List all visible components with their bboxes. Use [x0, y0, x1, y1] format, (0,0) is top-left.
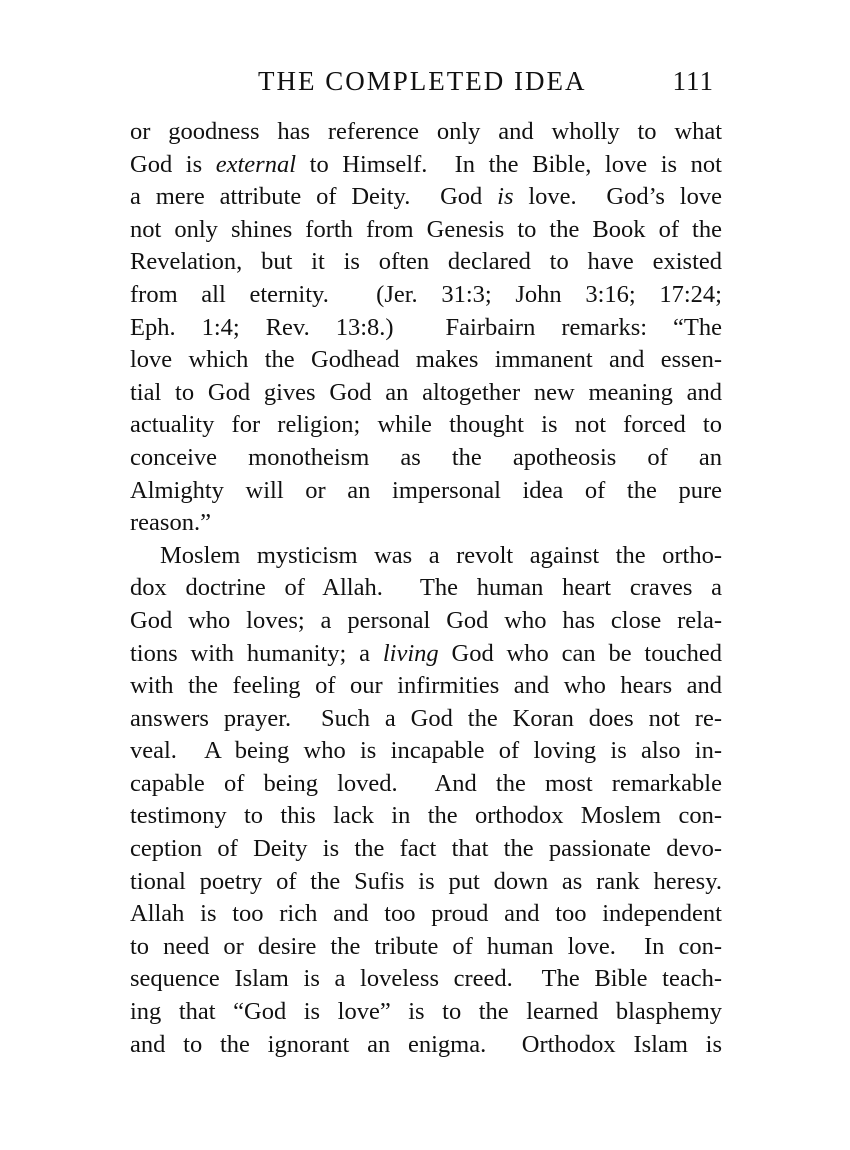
page-number: 111 [672, 66, 714, 96]
text-line [130, 898, 722, 931]
text-line [130, 996, 722, 1029]
text-line [130, 735, 722, 768]
text-run: reason.” [130, 509, 211, 537]
text-line [130, 1029, 722, 1062]
text-run: capable of being loved. And the most remarkable [130, 769, 722, 797]
text-line [130, 963, 722, 996]
text-run: answers prayer. Such a God the Koran does not re- [130, 704, 722, 732]
text-line [130, 768, 722, 801]
text-line [130, 181, 722, 214]
text-run: Allah is too rich and too proud and too independent [130, 900, 722, 928]
running-head [130, 62, 722, 102]
paragraph-start-line [130, 540, 722, 573]
text-run: a mere attribute of Deity. God [130, 183, 498, 211]
text-line [130, 833, 722, 866]
body-text [130, 116, 722, 1061]
text-run: Eph. 1:4; Rev. 13:8.) Fairbairn remarks: “The [130, 313, 722, 341]
text-line [130, 507, 722, 540]
emphasis: external [215, 150, 297, 178]
text-line [130, 246, 722, 279]
text-run: from all eternity. (Jer. 31:3; John 3:16; 17:24; [130, 280, 722, 308]
text-run: to Himself. In the Bible, love is not [296, 150, 722, 178]
text-line [130, 149, 722, 182]
text-run: with the feeling of our infirmities and who hears and [130, 672, 722, 700]
text-line [130, 475, 722, 508]
text-line [130, 116, 722, 149]
text-run: ing that “God is love” is to the learned blasphemy [130, 998, 722, 1026]
text-run: actuality for religion; while thought is not forced to [130, 411, 722, 439]
text-line [130, 703, 722, 736]
text-run: tional poetry of the Sufis is put down as rank heresy. [130, 867, 722, 895]
text-run: veal. A being who is incapable of loving is also in- [130, 737, 722, 765]
text-run: Almighty will or an impersonal idea of the pure [130, 476, 722, 504]
text-line [130, 638, 722, 671]
text-line [130, 279, 722, 312]
text-run: sequence Islam is a loveless creed. The Bible teach- [130, 965, 722, 993]
text-line [130, 409, 722, 442]
text-line [130, 377, 722, 410]
text-run: tions with humanity; a [130, 639, 383, 667]
text-line [130, 312, 722, 345]
text-run: conceive monotheism as the apotheosis of an [130, 443, 722, 471]
text-run: tial to God gives God an altogether new meaning and [130, 378, 722, 406]
text-run: to need or desire the tribute of human love. In con- [130, 932, 722, 960]
text-line [130, 214, 722, 247]
text-line [130, 670, 722, 703]
text-line [130, 572, 722, 605]
text-run: ception of Deity is the fact that the passionate devo- [130, 835, 722, 863]
emphasis: is [497, 183, 514, 211]
text-line [130, 931, 722, 964]
emphasis: living [382, 639, 439, 667]
text-run: Revelation, but it is often declared to have existed [130, 248, 722, 276]
text-run: love which the Godhead makes immanent and essen- [130, 346, 722, 374]
text-run: God who loves; a personal God who has close rela- [130, 606, 722, 634]
chapter-title: THE COMPLETED IDEA [258, 66, 587, 96]
text-line [130, 800, 722, 833]
text-run: and to the ignorant an enigma. Orthodox Islam is [130, 1030, 722, 1058]
text-run: not only shines forth from Genesis to the Book of the [130, 215, 722, 243]
text-line [130, 344, 722, 377]
text-line [130, 605, 722, 638]
text-run: dox doctrine of Allah. The human heart craves a [130, 574, 722, 602]
text-run: love. God’s love [513, 183, 722, 211]
text-run: testimony to this lack in the orthodox Moslem con- [130, 802, 722, 830]
text-run: God is [130, 150, 216, 178]
text-run: God who can be touched [438, 639, 722, 667]
text-line [130, 442, 722, 475]
text-line [130, 866, 722, 899]
text-run: Moslem mysticism was a revolt against the ortho- [160, 541, 722, 569]
text-run: or goodness has reference only and wholly to what [130, 118, 722, 145]
